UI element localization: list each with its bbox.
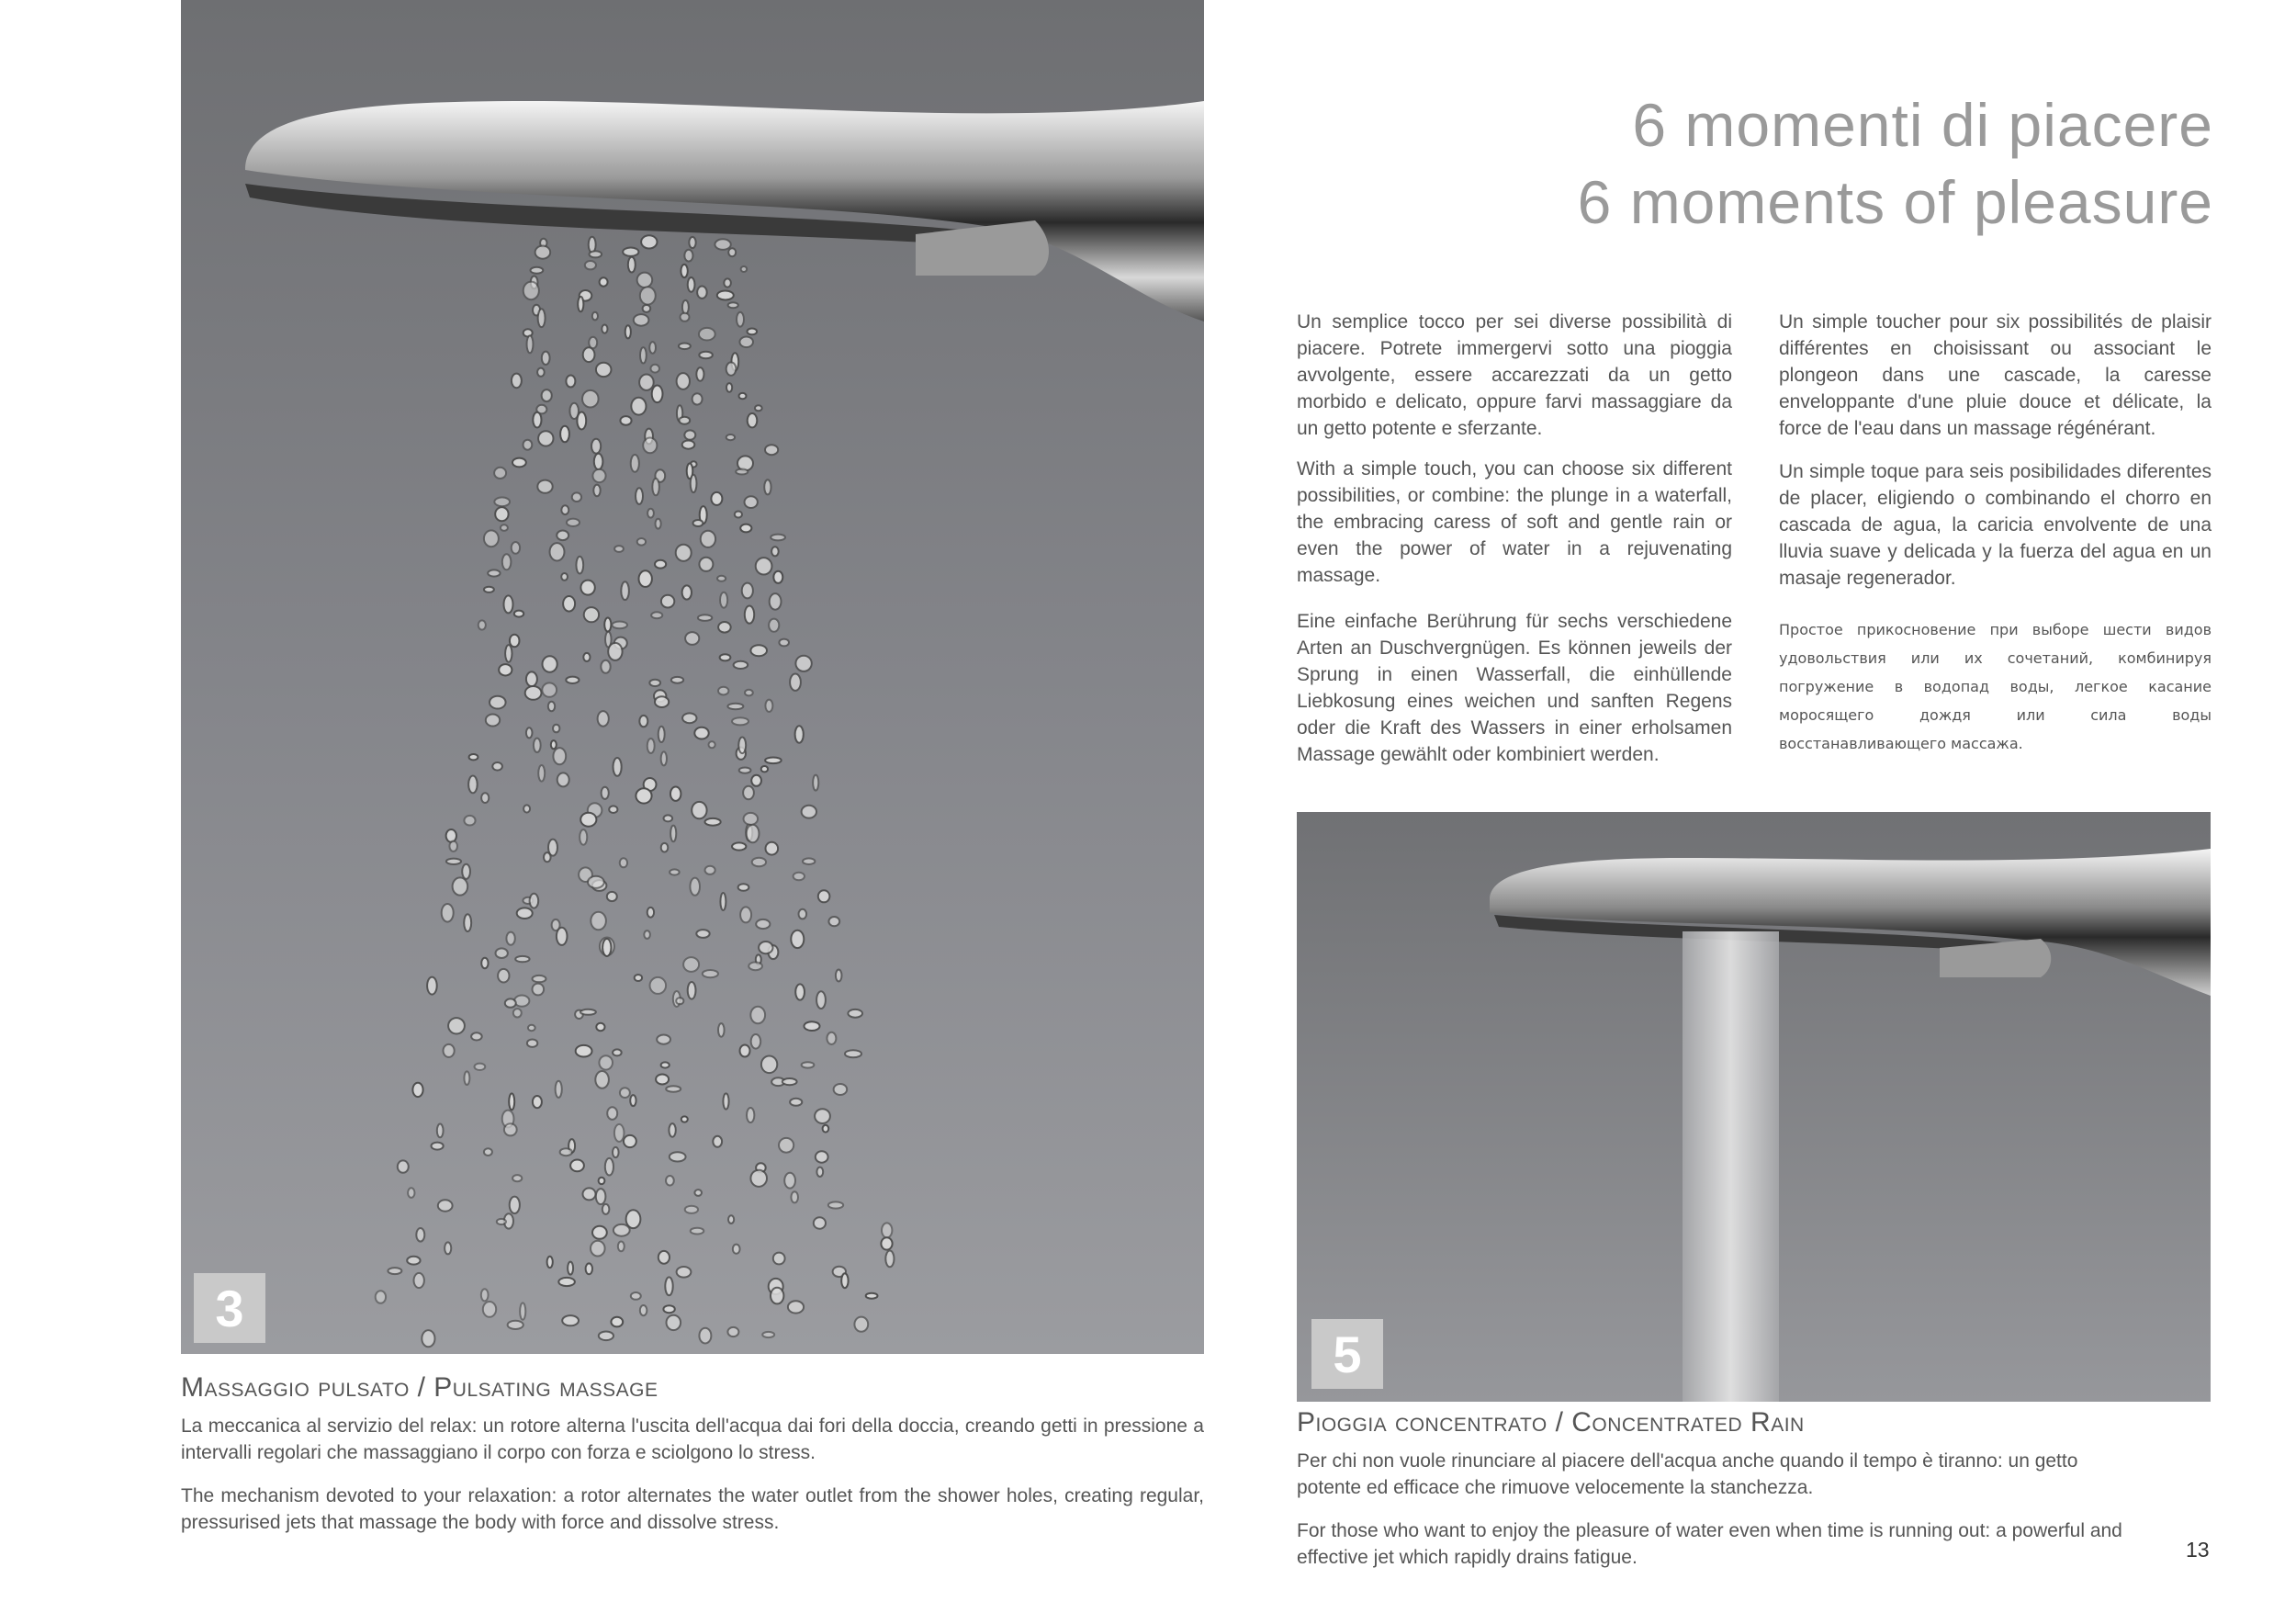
mode-number-badge: 3 [194,1273,265,1343]
intro-german: Eine einfache Berührung für sechs verschiedene Arten an Duschvergnügen. Es können jeweils der Sprung in einen Wasserfall, die einhüllende Liebkosung eines weichen und sanften Regens oder die Kraft des Wassers in einer erholsamen Massage gewählt oder kombiniert werden. [1297,611,1732,765]
photo-pulsating-massage [181,0,1204,1354]
intro-italian: Un semplice tocco per sei diverse possibilità di piacere. Potrete immergervi sotto una pioggia avvolgente, essere accarezzati da un getto morbido e delicato, oppure farvi massaggiare da un getto potente e sferzante. [1297,311,1732,439]
intro-russian: Простое прикосновение при выборе шести видов удовольствия или их сочетаний, комбинируя погружение в водопад воды, легкое касание моросящего дождя или сила воды восстанавливающего массажа. [1779,621,2212,752]
caption-text-english: For those who want to enjoy the pleasure of water even when time is running out: a powerful and effective jet which rapidly drains fatigue. [1297,1520,2122,1568]
mode-number-badge: 5 [1311,1319,1383,1389]
caption-text-italian: Per chi non vuole rinunciare al piacere dell'acqua anche quando il tempo è tiranno: un getto potente ed efficace che rimuove velocemente la stanchezza. [1297,1450,2078,1498]
caption-title-pulsating-massage: Massaggio pulsato / Pulsating massage [181,1372,658,1403]
intro-french: Un simple toucher pour six possibilités de plaisir différentes en choisissant ou associant le plongeon dans une cascade, la caresse enveloppante d'une pluie douce et délicate, la force de l'eau dans un massage régénérant. [1779,311,2212,439]
intro-spanish: Un simple toque para seis posibilidades diferentes de placer, eligiendo o combinando el chorro en cascada de agua, la caricia envolvente de una lluvia suave y delicada y la fuerza del agua en un masaje regenerador. [1779,461,2212,589]
page-title-italian: 6 momenti di piacere [1632,91,2213,159]
page-number: 13 [2186,1538,2210,1562]
photo-concentrated-rain [1297,812,2211,1402]
caption-text-english: The mechanism devoted to your relaxation: a rotor alternates the water outlet from the shower holes, creating regular, pressurised jets that massage the body with force and dissolve stress. [181,1485,1204,1533]
page-title-english: 6 moments of pleasure [1577,168,2213,236]
caption-text-italian: La meccanica al servizio del relax: un rotore alterna l'uscita dell'acqua dai fori della doccia, creando getti in pressione a intervalli regolari che massaggiano il corpo con forza e sciolgono lo stress. [181,1415,1204,1463]
intro-english: With a simple touch, you can choose six different possibilities, or combine: the plunge in a waterfall, the embracing caress of soft and gentle rain or even the power of water in a rejuvenating massage. [1297,458,1732,586]
caption-title-concentrated-rain: Pioggia concentrato / Concentrated Rain [1297,1407,1805,1438]
